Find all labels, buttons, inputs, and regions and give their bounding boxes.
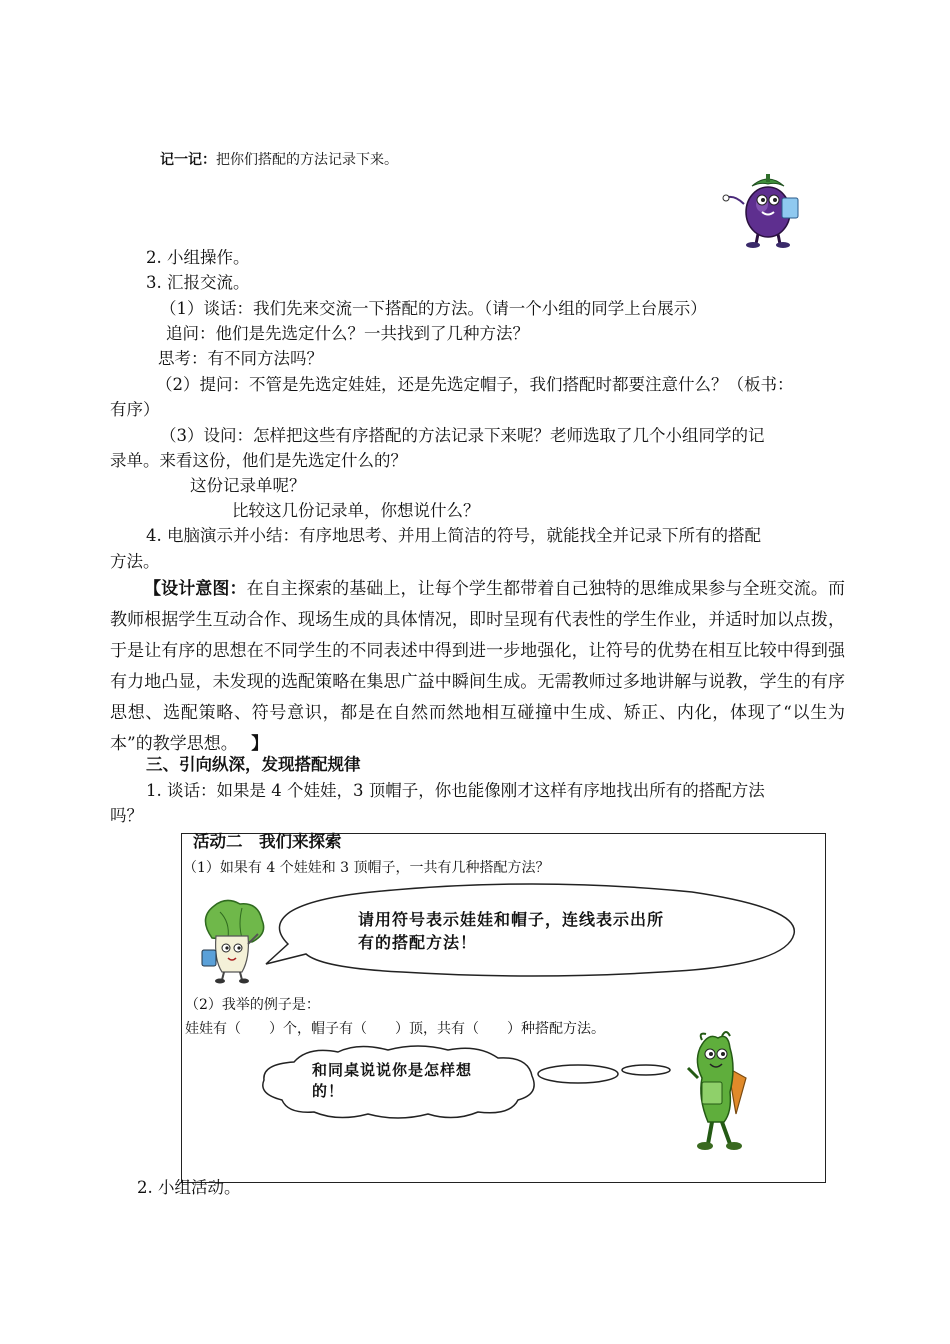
eggplant-mascot-icon [722, 168, 814, 250]
activity-box-title: 活动二 我们来探索 [193, 832, 342, 851]
design-intent-paragraph [110, 574, 845, 760]
step-talk: （1）谈话：我们先来交流一下搭配的方法。（请一个小组的同学上台展示） [160, 299, 707, 318]
step-report-exchange: 3. 汇报交流。 [146, 273, 250, 292]
step-summary-line2: 方法。 [110, 552, 160, 571]
record-prompt [160, 148, 398, 172]
bubble-one-line1: 请用符号表示娃娃和帽子，连线表示出所 [358, 910, 665, 929]
step-follow-up-question: 追问：他们是先选定什么？一共找到了几种方法？ [166, 324, 529, 343]
final-step-group-activity: 2. 小组活动。 [137, 1178, 241, 1197]
step-group-operation: 2. 小组操作。 [146, 248, 250, 267]
design-intent-close: 】 [251, 734, 269, 754]
fill-in-blank-line: 娃娃有（ ）个，帽子有（ ）顶，共有（ ）种搭配方法。 [185, 1021, 605, 1037]
step-compare-records: 比较这几份记录单，你想说什么？ [232, 501, 480, 520]
section-three-talk-line2: 吗？ [110, 806, 143, 825]
step-summary-line1: 4. 电脑演示并小结：有序地思考、并用上简洁的符号，就能找全并记录下所有的搭配 [146, 526, 761, 545]
cabbage-mascot-icon [192, 898, 270, 984]
record-prompt-text: 把你们搭配的方法记录下来。 [216, 152, 398, 168]
design-intent-label: 【设计意图： [144, 579, 247, 599]
section-three-heading: 三、引向纵深，发现搭配规律 [146, 755, 361, 774]
pea-mascot-icon [678, 1028, 760, 1154]
bubble-one-line2: 有的搭配方法！ [358, 933, 478, 952]
section-three-talk-line1: 1. 谈话：如果是 4 个娃娃，3 顶帽子，你也能像刚才这样有序地找出所有的搭配方法 [146, 781, 765, 800]
record-prompt-label: 记一记： [160, 152, 216, 168]
activity-question-one: （1）如果有 4 个娃娃和 3 顶帽子，一共有几种搭配方法？ [183, 860, 550, 876]
step-ask-line2: 有序） [110, 400, 160, 419]
design-intent-text: 在自主探索的基础上，让每个学生都带着自己独特的思维成果参与全班交流。而教师根据学生互动合作、现场生成的具体情况，即时呈现有代表性的学生作业，并适时加以点拨，于是让有序的思想在不同学生的不同表述中得到进一步地强化，让符号的优势在相互比较中得到强有力地凸显，未发现的选配策略在集思广益中瞬间生成。无需教师过多地讲解与说教，学生的有序思想、选配策略、符号意识，都是在自然而然地相互碰撞中生成、矫正、内化，体现了“以生为本”的教学思想。 [110, 579, 846, 754]
bubble-two-line2: 的！ [312, 1082, 345, 1100]
step-pose-line2: 录单。来看这份，他们是先选定什么的？ [110, 451, 407, 470]
step-think: 思考：有不同方法吗？ [158, 349, 323, 368]
bubble-two-line1: 和同桌说说你是怎样想 [312, 1061, 473, 1079]
activity-question-two: （2）我举的例子是： [185, 997, 320, 1013]
step-pose-line1: （3）设问：怎样把这些有序搭配的方法记录下来呢？老师选取了几个小组同学的记 [160, 426, 765, 445]
step-this-record: 这份记录单呢？ [190, 476, 306, 495]
step-ask-line1: （2）提问：不管是先选定娃娃，还是先选定帽子，我们搭配时都要注意什么？（板书： [156, 375, 794, 394]
